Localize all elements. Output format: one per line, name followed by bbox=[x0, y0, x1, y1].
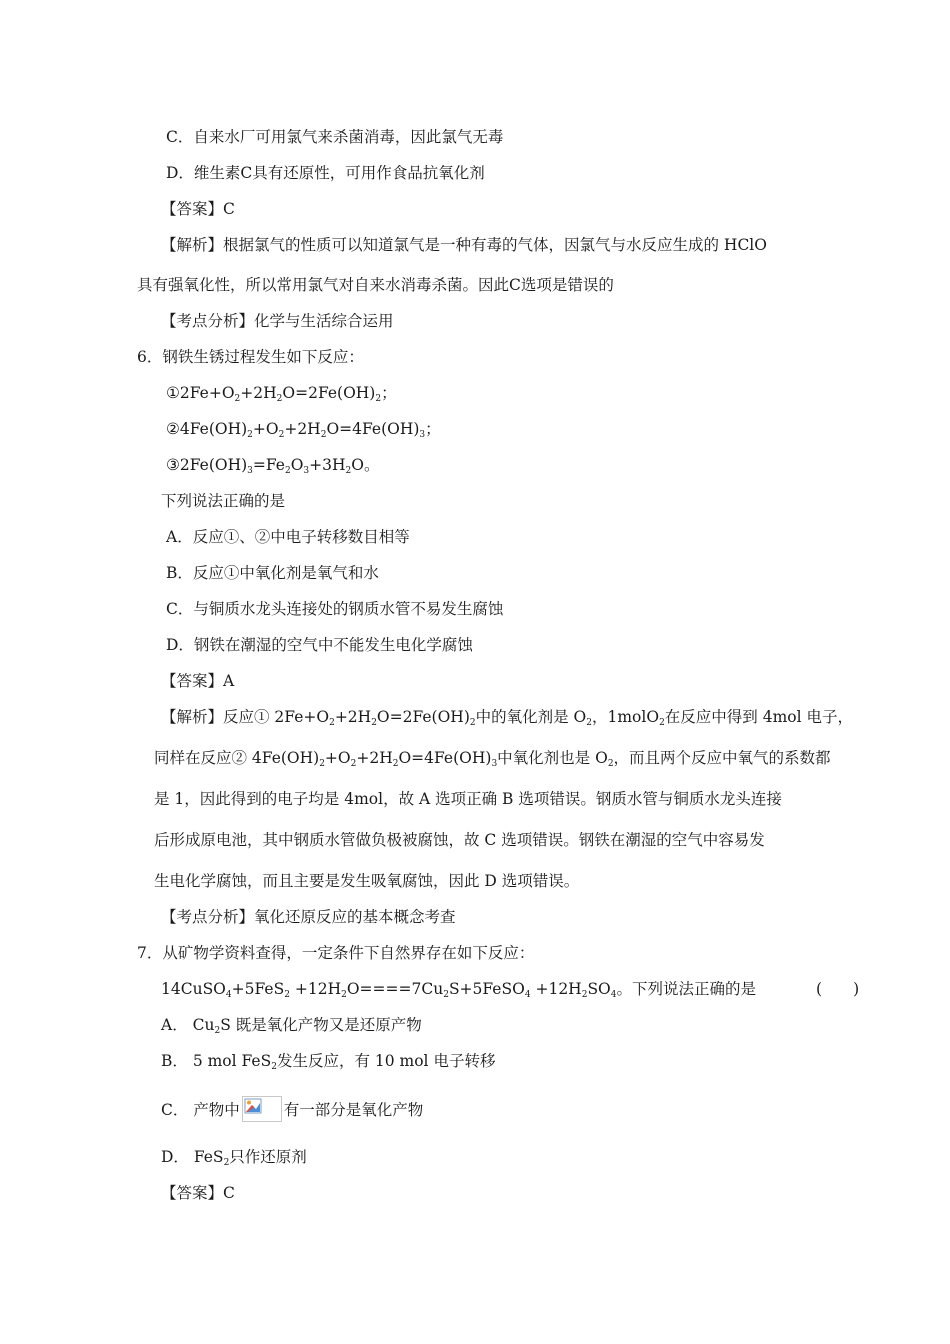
broken-image-icon bbox=[242, 1096, 282, 1122]
q6-option-a: A．反应①、②中电子转移数目相等 bbox=[166, 528, 410, 546]
q6-reaction-1: $①2Fe+O_2+2H_2O=2Fe(OH)_2$； bbox=[166, 384, 397, 404]
q6-analysis-line-4: 后形成原电池，其中钢质水管做负极被腐蚀，故 C 选项错误。钢铁在潮湿的空气中容易发 bbox=[154, 831, 765, 849]
q5-option-d: D．维生素C具有还原性，可用作食品抗氧化剂 bbox=[166, 164, 485, 182]
q6-reaction-2: $②4Fe(OH)_2+O_2+2H_2O=4Fe(OH)_3$； bbox=[166, 420, 441, 440]
q6-question: 下列说法正确的是 bbox=[161, 492, 286, 510]
q5-analysis-line-1: 【解析】根据氯气的性质可以知道氯气是一种有毒的气体，因氯气与水反应生成的 HClO bbox=[161, 236, 767, 254]
q7-equation: 14CuSO$_4$+5FeS$_2$ $+12H_2O====7Cu_2S+5FeSO_4 +12H_2SO_4$。下列说法正确的是 ( ) bbox=[161, 980, 860, 1000]
q6-option-d: D．钢铁在潮湿的空气中不能发生电化学腐蚀 bbox=[166, 636, 473, 654]
q6-analysis-line-3: 是 1，因此得到的电子均是 4mol，故 A 选项正确 B 选项错误。钢质水管与铜质水龙头连接 bbox=[154, 790, 782, 808]
q7-option-b: B． 5 mol FeS$_2$发生反应，有 10 mol 电子转移 bbox=[161, 1052, 496, 1072]
q6-knowledge-point: 【考点分析】氧化还原反应的基本概念考查 bbox=[161, 908, 456, 926]
q7-option-d: D． FeS$_2$只作还原剂 bbox=[161, 1148, 307, 1168]
q7-stem: 7．从矿物学资料查得，一定条件下自然界存在如下反应： bbox=[137, 944, 535, 962]
q7-answer: 【答案】C bbox=[161, 1184, 235, 1202]
q6-option-c: C．与铜质水龙头连接处的钢质水管不易发生腐蚀 bbox=[166, 600, 504, 618]
q6-analysis-line-2: 同样在反应② $4Fe(OH)_2+O_2+2H_2O=4Fe(OH)_3$中氧化剂也是 $O_2$，而且两个反应中氧气的系数都 bbox=[154, 749, 831, 769]
q6-stem: 6．钢铁生锈过程发生如下反应： bbox=[137, 348, 364, 366]
q5-knowledge-point: 【考点分析】化学与生活综合运用 bbox=[161, 312, 394, 330]
q5-analysis-line-2: 具有强氧化性，所以常用氯气对自来水消毒杀菌。因此C选项是错误的 bbox=[137, 276, 614, 294]
q6-analysis-line-1: 【解析】反应① $2Fe+O_2+2H_2O=2Fe(OH)_2$中的氧化剂是 $O_2$，1molO$_2$在反应中得到 4mol 电子， bbox=[161, 708, 853, 728]
q7-option-a: A． $Cu_2S$ 既是氧化产物又是还原产物 bbox=[161, 1016, 422, 1036]
q6-reaction-3: $③2Fe(OH)_3=Fe_2O_3+3H_2O$。 bbox=[166, 456, 380, 476]
q7-option-c: C． 产物中 有一部分是氧化产物 bbox=[161, 1098, 423, 1124]
q6-analysis-line-5: 生电化学腐蚀，而且主要是发生吸氧腐蚀，因此 D 选项错误。 bbox=[154, 872, 580, 890]
q6-option-b: B．反应①中氧化剂是氧气和水 bbox=[166, 564, 379, 582]
answer-blank-parentheses: ( ) bbox=[816, 980, 860, 998]
q5-option-c: C．自来水厂可用氯气来杀菌消毒，因此氯气无毒 bbox=[166, 128, 504, 146]
q5-answer: 【答案】C bbox=[161, 200, 235, 218]
q6-answer: 【答案】A bbox=[161, 672, 235, 690]
